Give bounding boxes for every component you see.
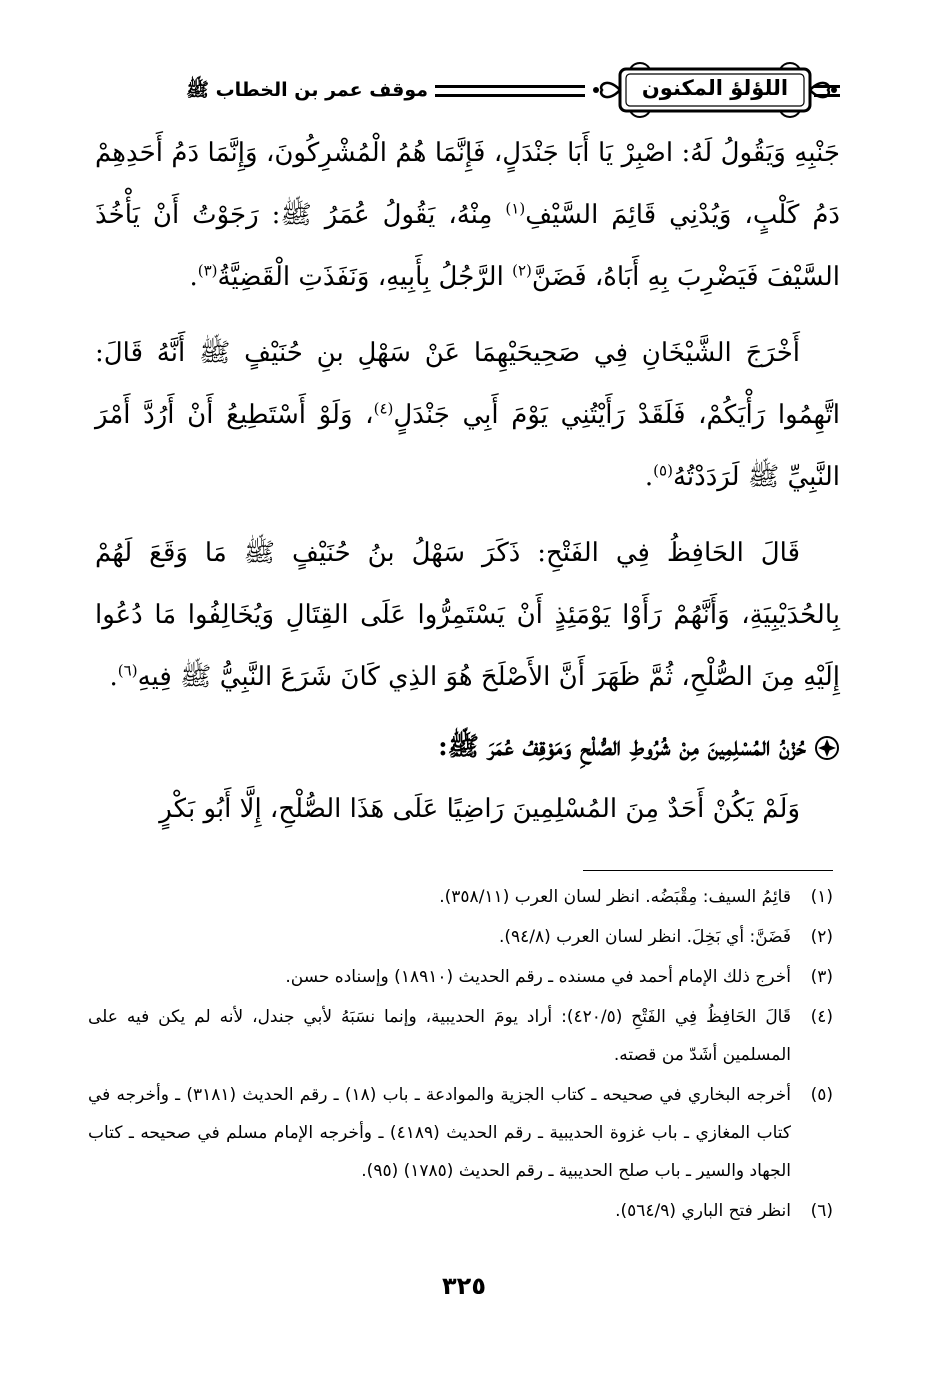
header-rule-middle [435, 85, 585, 97]
footnote-separator [583, 870, 833, 871]
section-heading [95, 716, 840, 778]
footnote-number: (٥) [810, 1085, 833, 1105]
footnote [88, 1192, 833, 1230]
footnote-text: قَالَ الحَافِظُ فِي الفَتْحِ (٤٢٠/٥): أراد يومَ الحديبية، وإنما نسَبَهُ لأبي جندل، لأنه لم يكن فيه على المسلمين أشَدّ من قصته. [88, 1007, 791, 1065]
footnote-number: (٤) [810, 1007, 833, 1027]
running-header [95, 55, 840, 125]
footnote [88, 958, 833, 996]
footnote-marker: (٢) [512, 261, 532, 280]
footnote-number: (٦) [810, 1201, 833, 1221]
paragraph-text: . [644, 462, 654, 492]
footnote-text: فَضَنَّ: أي بَخِلَ. انظر لسان العرب (٩٤/٨). [498, 927, 791, 947]
footnote-text: انظر فتح الباري (٥٦٤/٩). [615, 1201, 791, 1221]
paragraph-text: مِنْهُ، يَقُولُ عُمَرُ ﷺ: رَجَوْتُ أَنْ يَأْخُذَ السَّيْفَ فَيَضْرِبَ بِهِ أَبَاهُ، فَضَنَّ [95, 200, 840, 292]
footnote-marker: (٥) [653, 461, 673, 480]
paragraph-text: . [109, 662, 118, 692]
paragraph-text: . [189, 262, 198, 292]
footnote-marker: (٣) [197, 261, 218, 280]
footnote-number: (١) [810, 887, 833, 907]
paragraph [95, 122, 840, 308]
paragraph-text: جَنْبِهِ وَيَقُولُ لَهُ: اصْبِرْ يَا أَبَا جَنْدَلٍ، فَإِنَّمَا هُمُ الْمُشْرِكُونَ، وَإِنَّمَا دَمُ أَحَدِهِمْ دَمُ كَلْبٍ، وَيُدْنِي قَائِمَ السَّيْفِ [95, 138, 840, 230]
paragraph [95, 522, 840, 708]
paragraph: وَلَمْ يَكُنْ أَحَدٌ مِنَ المُسْلِمِينَ رَاضِيًا عَلَى هَذَا الصُّلْحِ، إِلَّا أَبُو بَكْرٍ [159, 794, 800, 824]
footnotes [88, 878, 833, 1232]
footnote [88, 1076, 833, 1190]
footnote-marker: (١) [505, 199, 526, 218]
section-heading-text: حُزْنُ المُسْلِمِينَ مِنْ شُرُوطِ الصُّلْحِ وَمَوْقِفُ عُمَرَ ﷺ: [438, 732, 806, 762]
footnote-number: (٢) [810, 927, 833, 947]
paragraph-text: ، وَلَوْ أَسْتَطِيعُ أَنْ أَرُدَّ أَمْرَ النَّبِيِّ ﷺ لَرَدَدْتُهُ [95, 400, 840, 492]
footnote-marker: (٤) [373, 399, 394, 418]
main-text [95, 122, 840, 840]
paragraph [95, 322, 840, 508]
footnote-text: أخرج ذلك الإمام أحمد في مسنده ـ رقم الحديث (١٨٩١٠) وإسناده حسن. [285, 967, 791, 987]
footnote-text: أخرجه البخاري في صحيحه ـ كتاب الجزية والموادعة ـ باب (١٨) ـ رقم الحديث (٣١٨١) ـ وأخرجه في كتاب المغازي ـ باب غزوة الحديبية ـ رقم الحديث (٤١٨٩) ـ وأخرجه الإمام مسلم في صحيحه ـ كتاب الجهاد والسير ـ باب صلح الحديبية ـ رقم الحديث (١٧٨٥) (٩٥). [88, 1085, 792, 1181]
page-number: ٣٢٥ [442, 1272, 486, 1300]
footnote [88, 918, 833, 956]
paragraph-text: قَالَ الحَافِظُ فِي الفَتْحِ: ذَكَرَ سَهْلُ بنُ حُنَيْفٍ ﷺ مَا وَقَعَ لَهُمْ بِالحُدَيْبِيَةِ، وَأَنَّهُمْ رَأَوْا يَوْمَئِذٍ أَنْ يَسْتَمِرُّوا عَلَى القِتَالِ وَيُخَالِفُوا مَا دُعُوا إِلَيْهِ مِنَ الصُّلْحِ، ثُمَّ ظَهَرَ أَنَّ الأَصْلَحَ هُوَ الذِي كَانَ شَرَعَ النَّبِيُّ ﷺ فِيهِ [95, 538, 840, 692]
footnote [88, 998, 833, 1074]
footnote [88, 878, 833, 916]
paragraph-text: أَخْرَجَ الشَّيْخَانِ فِي صَحِيحَيْهِمَا عَنْ سَهْلِ بنِ حُنَيْفٍ ﷺ أَنَّهُ قَالَ: اتَّهِمُوا رَأْيَكُمْ، فَلَقَدْ رَأَيْتُنِي يَوْمَ أَبِي جَنْدَلٍ [95, 338, 840, 430]
paragraph-text: الرَّجُلُ بِأَبِيهِ، وَنَفَذَتِ الْقَضِيَّةُ [217, 262, 513, 292]
footnote-number: (٣) [810, 967, 833, 987]
footnote-text: قائِمُ السيف: مِقْبَضُه. انظر لسان العرب (٣٥٨/١١). [439, 887, 791, 907]
book-title-ornament [590, 55, 840, 125]
chapter-title: موقف عمر بن الخطاب ﷺ [186, 79, 428, 101]
footnote-marker: (٦) [117, 661, 138, 680]
flower-ornament-icon [814, 735, 840, 761]
book-title: اللؤلؤ المكنون [641, 76, 789, 100]
